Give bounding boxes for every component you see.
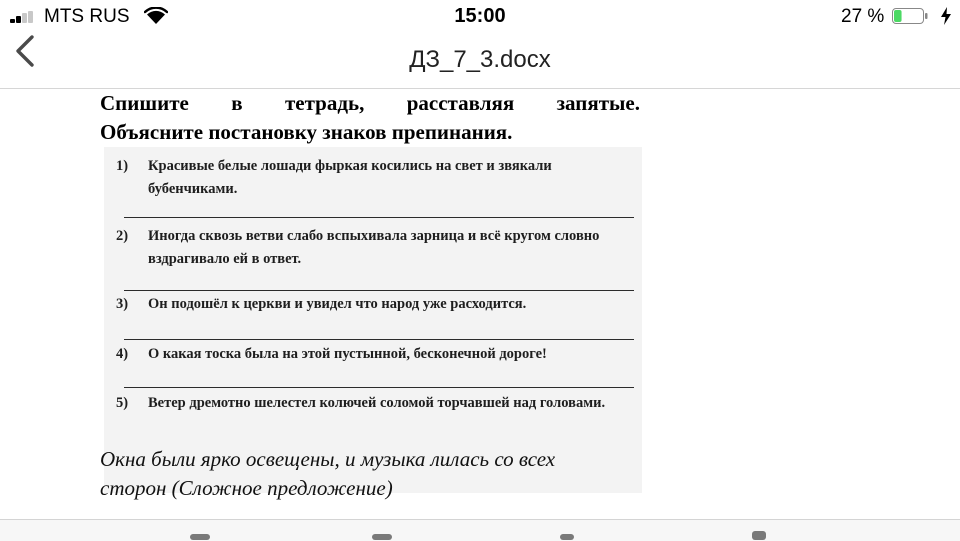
share-icon[interactable] — [752, 531, 766, 540]
toolbar-icon[interactable] — [560, 534, 574, 540]
bottom-toolbar — [0, 519, 960, 541]
status-time: 15:00 — [454, 5, 506, 27]
answer-line — [124, 339, 634, 340]
bolt-icon — [940, 7, 952, 25]
toolbar-icon[interactable] — [190, 534, 210, 540]
battery-percent: 27 % — [841, 6, 885, 27]
toolbar-icon[interactable] — [372, 534, 392, 540]
note-text — [100, 445, 660, 503]
answer-line — [124, 217, 634, 218]
instruction-text — [100, 89, 640, 147]
instruction-line-2: Объясните постановку знаков препинания. — [100, 120, 513, 144]
answer-line — [124, 387, 634, 388]
item-number: 4) — [116, 346, 129, 362]
carrier-name: MTS RUS — [44, 6, 130, 27]
note-line-2: сторон (Сложное предложение) — [100, 476, 393, 500]
item-text: Ветер дремотно шелестел колючей соломой торчавшей над головами. — [148, 395, 606, 411]
battery-icon — [892, 8, 928, 24]
item-number: 5) — [116, 395, 129, 411]
document-title: ДЗ_7_3.docx — [409, 46, 551, 73]
instruction-line-1: Спишите в тетрадь, расставляя запятые. — [100, 91, 640, 115]
exercise-scan-image — [104, 147, 642, 493]
answer-line — [124, 290, 634, 291]
item-text: Красивые белые лошади фыркая косились на свет и звякали бубенчиками. — [148, 158, 552, 197]
item-number: 2) — [116, 228, 129, 244]
item-number: 3) — [116, 296, 129, 312]
note-line-1: Окна были ярко освещены, и музыка лилась со всех — [100, 447, 556, 471]
document-page[interactable] — [0, 89, 960, 519]
item-number: 1) — [116, 158, 129, 174]
item-text: Иногда сквозь ветви слабо вспыхивала зарница и всё кругом словно вздрагивало ей в ответ. — [148, 228, 600, 267]
item-text: О какая тоска была на этой пустынной, бесконечной дороге! — [148, 346, 547, 362]
status-bar — [0, 0, 960, 34]
item-text: Он подошёл к церкви и увидел что народ уже расходится. — [148, 296, 527, 312]
